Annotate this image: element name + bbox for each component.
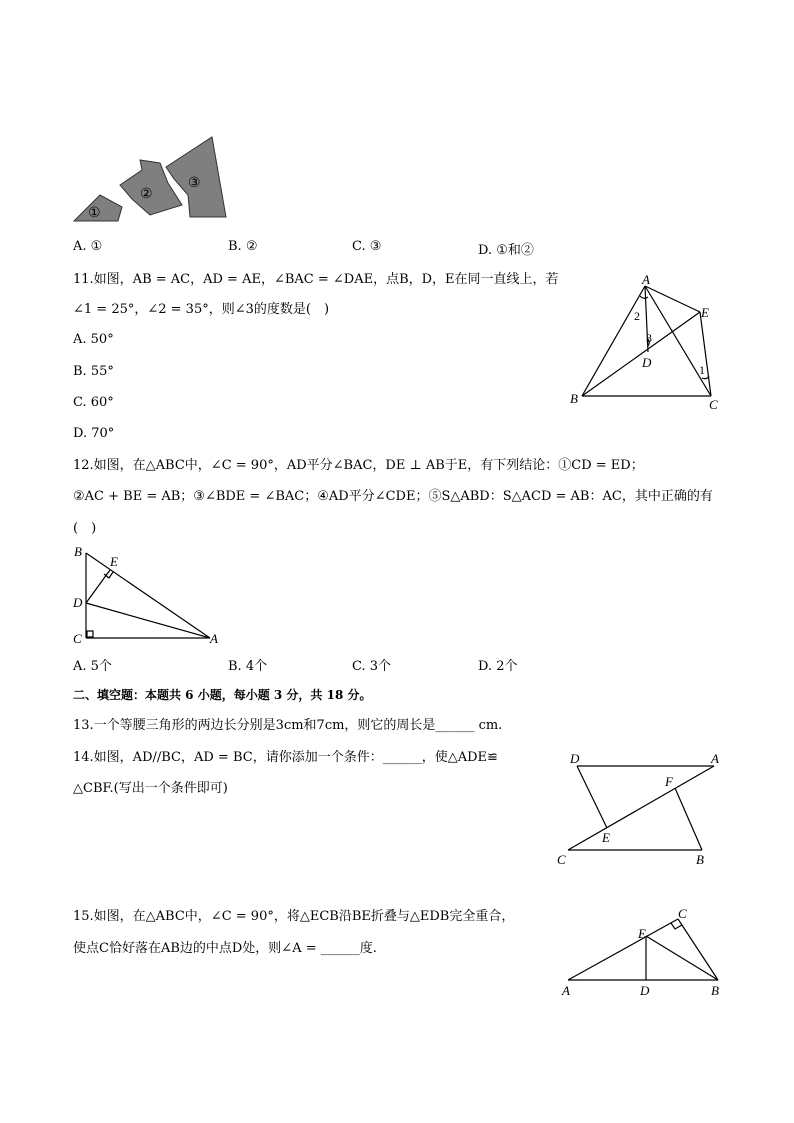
q14-label-a: A (711, 751, 719, 766)
q11-option-b[interactable]: B. 55° (73, 364, 114, 379)
q11-line2: ∠1 = 25°，∠2 = 35°，则∠3的度数是( ) (73, 302, 330, 317)
q11-label-e: E (701, 305, 709, 320)
q12-label-c: C (73, 631, 82, 646)
q12-option-c[interactable]: C. 3个 (352, 659, 392, 674)
q11-angle-1: 1 (699, 363, 705, 377)
q14-figure (552, 748, 732, 873)
q14-label-b: B (696, 852, 704, 867)
q15-label-d: D (640, 983, 650, 998)
shape-label-2: ② (140, 187, 153, 202)
q13-text: 13.一个等腰三角形的两边长分别是3cm和7cm，则它的周长是______ cm. (73, 718, 503, 733)
shape-label-1: ① (88, 206, 101, 221)
q15-figure (556, 906, 731, 1006)
q10-option-b[interactable]: B. ② (228, 239, 258, 254)
q11-option-a[interactable]: A. 50° (73, 332, 114, 347)
q12-line1: 12.如图，在△ABC中，∠C = 90°，AD平分∠BAC，DE ⊥ AB于E，有下列结论：①CD = ED； (73, 458, 644, 473)
q10-option-c[interactable]: C. ③ (352, 239, 382, 254)
q14-line1: 14.如图，AD//BC，AD = BC，请你添加一个条件：______，使△ADE≌ (73, 750, 498, 765)
q12-label-b: B (74, 544, 82, 559)
q12-line3: ( ) (73, 521, 97, 536)
section-heading-fill-in: 二、填空题：本题共 6 小题，每小题 3 分，共 18 分。 (73, 688, 372, 702)
q15-line1: 15.如图，在△ABC中，∠C = 90°，将△ECB沿BE折叠与△EDB完全重合， (73, 909, 515, 924)
q14-line2: △CBF.(写出一个条件即可) (73, 781, 228, 796)
q12-option-a[interactable]: A. 5个 (73, 659, 112, 674)
q11-option-c[interactable]: C. 60° (73, 395, 114, 410)
q11-angle-2: 2 (634, 309, 640, 323)
q12-option-d[interactable]: D. 2个 (478, 659, 518, 674)
q12-label-a: A (210, 631, 218, 646)
q15-label-b: B (711, 983, 719, 998)
q12-label-d: D (73, 595, 83, 610)
q15-label-c: C (678, 906, 687, 921)
q10-option-d[interactable]: D. ①和② (478, 243, 534, 258)
q11-label-c: C (709, 397, 718, 412)
q12-option-b[interactable]: B. 4个 (228, 659, 268, 674)
q14-label-e: E (602, 830, 610, 845)
q11-angle-3: 3 (646, 331, 652, 345)
q14-label-d: D (570, 751, 580, 766)
q15-line2: 使点C恰好落在AB边的中点D处，则∠A = ______度. (73, 941, 377, 956)
q11-figure (560, 268, 730, 418)
q10-shapes-figure (70, 135, 230, 225)
q11-line1: 11.如图，AB = AC，AD = AE，∠BAC = ∠DAE，点B，D，E在同一直线上，若 (73, 272, 559, 287)
q11-label-b: B (570, 391, 578, 406)
q11-label-d: D (642, 355, 652, 370)
q15-label-a: A (562, 983, 570, 998)
q10-option-a[interactable]: A. ① (73, 239, 103, 254)
shape-label-3: ③ (188, 176, 201, 191)
q11-option-d[interactable]: D. 70° (73, 426, 115, 441)
q15-label-e: E (638, 926, 646, 941)
q14-label-f: F (665, 774, 673, 789)
q12-figure (68, 543, 228, 648)
q12-line2: ②AC + BE = AB；③∠BDE = ∠BAC；④AD平分∠CDE；⑤S△ABD：S△ACD = AB：AC，其中正确的有 (73, 489, 713, 504)
q12-label-e: E (110, 554, 118, 569)
q11-label-a: A (642, 272, 650, 287)
q14-label-c: C (557, 852, 566, 867)
